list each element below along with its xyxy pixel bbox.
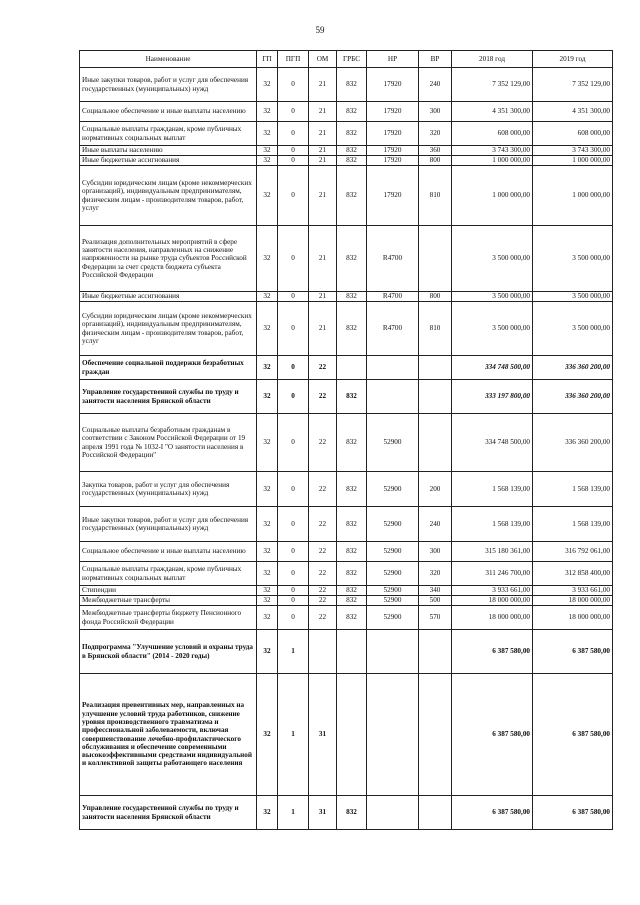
- cell-2019: 336 360 200,00: [533, 414, 613, 472]
- cell-nr: R4700: [367, 226, 419, 292]
- cell-gp: 32: [257, 156, 278, 166]
- cell-vr: 800: [419, 292, 452, 302]
- cell-nr: [367, 674, 419, 796]
- table-row: [80, 796, 613, 830]
- cell-om: 22: [309, 356, 337, 380]
- cell-2019: 6 387 580,00: [533, 674, 613, 796]
- cell-2018: 3 500 000,00: [452, 292, 533, 302]
- cell-om: 22: [309, 380, 337, 414]
- cell-nr: R4700: [367, 302, 419, 356]
- cell-grbs: 832: [337, 302, 367, 356]
- cell-gp: 32: [257, 596, 278, 606]
- table-row: [80, 102, 613, 122]
- table-row: [80, 414, 613, 472]
- cell-pgp: 0: [278, 562, 309, 586]
- table-row: [80, 302, 613, 356]
- header-gp: ГП: [257, 51, 278, 68]
- cell-pgp: 0: [278, 226, 309, 292]
- header-om: ОМ: [309, 51, 337, 68]
- cell-2018: 6 387 580,00: [452, 674, 533, 796]
- cell-name: Управление государственной службы по труду и занятости населения Брянской области: [80, 796, 257, 830]
- cell-vr: 570: [419, 606, 452, 630]
- cell-grbs: 832: [337, 414, 367, 472]
- cell-grbs: 832: [337, 166, 367, 226]
- cell-vr: 300: [419, 542, 452, 562]
- table-row: [80, 122, 613, 146]
- cell-name: Иные закупки товаров, работ и услуг для обеспечения государственных (муниципальных) нужд: [80, 68, 257, 102]
- table-row: [80, 586, 613, 596]
- table-row: [80, 674, 613, 796]
- cell-nr: R4700: [367, 292, 419, 302]
- table-row: [80, 226, 613, 292]
- cell-pgp: 0: [278, 507, 309, 542]
- cell-name: Закупка товаров, работ и услуг для обеспечения государственных (муниципальных) нужд: [80, 472, 257, 507]
- cell-2018: 311 246 700,00: [452, 562, 533, 586]
- header-grbs: ГРБС: [337, 51, 367, 68]
- cell-2019: 1 568 139,00: [533, 472, 613, 507]
- cell-grbs: 832: [337, 472, 367, 507]
- cell-om: 21: [309, 226, 337, 292]
- cell-om: 21: [309, 146, 337, 156]
- cell-om: 21: [309, 102, 337, 122]
- cell-2019: 3 500 000,00: [533, 302, 613, 356]
- cell-2019: 1 568 139,00: [533, 507, 613, 542]
- cell-pgp: 1: [278, 630, 309, 674]
- page-number: 59: [315, 25, 325, 35]
- cell-name: Иные выплаты населению: [80, 146, 257, 156]
- cell-vr: 810: [419, 302, 452, 356]
- table-header-row: [80, 51, 613, 68]
- cell-nr: [367, 380, 419, 414]
- cell-grbs: 832: [337, 226, 367, 292]
- cell-vr: 360: [419, 146, 452, 156]
- cell-pgp: 1: [278, 674, 309, 796]
- cell-vr: 340: [419, 586, 452, 596]
- cell-grbs: [337, 356, 367, 380]
- cell-gp: 32: [257, 380, 278, 414]
- cell-vr: [419, 414, 452, 472]
- cell-om: 22: [309, 562, 337, 586]
- header-nr: НР: [367, 51, 419, 68]
- header-2019: 2019 год: [533, 51, 613, 68]
- cell-grbs: 832: [337, 562, 367, 586]
- cell-2018: 334 748 500,00: [452, 414, 533, 472]
- cell-nr: 17920: [367, 146, 419, 156]
- cell-gp: 32: [257, 562, 278, 586]
- header-pgp: ПГП: [278, 51, 309, 68]
- cell-om: 21: [309, 292, 337, 302]
- budget-table: [79, 50, 613, 830]
- cell-2019: 18 000 000,00: [533, 596, 613, 606]
- table-row: [80, 156, 613, 166]
- cell-pgp: 0: [278, 542, 309, 562]
- cell-2019: 336 360 200,00: [533, 356, 613, 380]
- cell-gp: 32: [257, 166, 278, 226]
- cell-2019: 3 500 000,00: [533, 226, 613, 292]
- cell-gp: 32: [257, 356, 278, 380]
- cell-gp: 32: [257, 586, 278, 596]
- cell-2018: 3 743 300,00: [452, 146, 533, 156]
- cell-nr: 52900: [367, 507, 419, 542]
- cell-grbs: 832: [337, 292, 367, 302]
- cell-gp: 32: [257, 472, 278, 507]
- cell-2019: 7 352 129,00: [533, 68, 613, 102]
- cell-2018: 1 568 139,00: [452, 507, 533, 542]
- cell-name: Межбюджетные трансферты бюджету Пенсионного фонда Российской Федерации: [80, 606, 257, 630]
- cell-grbs: 832: [337, 122, 367, 146]
- cell-name: Социальные выплаты гражданам, кроме публичных нормативных социальных выплат: [80, 562, 257, 586]
- cell-nr: 52900: [367, 542, 419, 562]
- cell-2019: 312 858 400,00: [533, 562, 613, 586]
- cell-vr: [419, 226, 452, 292]
- cell-gp: 32: [257, 146, 278, 156]
- cell-om: 22: [309, 586, 337, 596]
- cell-pgp: 0: [278, 302, 309, 356]
- cell-vr: [419, 356, 452, 380]
- cell-pgp: 0: [278, 356, 309, 380]
- cell-pgp: 1: [278, 796, 309, 830]
- cell-gp: 32: [257, 674, 278, 796]
- cell-name: Социальные выплаты гражданам, кроме публичных нормативных социальных выплат: [80, 122, 257, 146]
- cell-2018: 3 500 000,00: [452, 226, 533, 292]
- cell-2018: 1 000 000,00: [452, 166, 533, 226]
- cell-gp: 32: [257, 606, 278, 630]
- cell-name: Реализация превентивных мер, направленных на улучшение условий труда работников, снижение уровня производственного травматизма и профессиональной заболеваемости, включая совершенствование лечебно-профилактического обслуживания и обеспечение современными высокоэффективными средствами индивидуальной и коллективной защиты работающего населения: [80, 674, 257, 796]
- cell-grbs: 832: [337, 586, 367, 596]
- cell-pgp: 0: [278, 156, 309, 166]
- cell-grbs: 832: [337, 156, 367, 166]
- cell-nr: 17920: [367, 166, 419, 226]
- cell-2019: 6 387 580,00: [533, 630, 613, 674]
- cell-grbs: 832: [337, 68, 367, 102]
- cell-nr: 17920: [367, 102, 419, 122]
- table-row: [80, 356, 613, 380]
- cell-gp: 32: [257, 292, 278, 302]
- cell-gp: 32: [257, 507, 278, 542]
- cell-2018: 334 748 500,00: [452, 356, 533, 380]
- table-row: [80, 562, 613, 586]
- cell-grbs: 832: [337, 596, 367, 606]
- cell-2019: 3 743 300,00: [533, 146, 613, 156]
- cell-vr: 240: [419, 68, 452, 102]
- cell-nr: 52900: [367, 472, 419, 507]
- table-row: [80, 630, 613, 674]
- cell-vr: 800: [419, 156, 452, 166]
- cell-2019: 18 000 000,00: [533, 606, 613, 630]
- cell-nr: 52900: [367, 606, 419, 630]
- cell-om: [309, 630, 337, 674]
- cell-gp: 32: [257, 414, 278, 472]
- cell-gp: 32: [257, 226, 278, 292]
- cell-om: 22: [309, 472, 337, 507]
- cell-nr: 52900: [367, 586, 419, 596]
- cell-pgp: 0: [278, 292, 309, 302]
- table-body: [80, 68, 613, 830]
- cell-nr: 52900: [367, 414, 419, 472]
- cell-2018: 4 351 300,00: [452, 102, 533, 122]
- cell-pgp: 0: [278, 122, 309, 146]
- cell-2019: 6 387 580,00: [533, 796, 613, 830]
- cell-pgp: 0: [278, 586, 309, 596]
- cell-om: 21: [309, 166, 337, 226]
- cell-om: 22: [309, 414, 337, 472]
- header-name: Наименование: [80, 51, 257, 68]
- cell-pgp: 0: [278, 102, 309, 122]
- table-row: [80, 542, 613, 562]
- cell-name: Стипендии: [80, 586, 257, 596]
- cell-2018: 1 000 000,00: [452, 156, 533, 166]
- cell-vr: [419, 674, 452, 796]
- cell-nr: 17920: [367, 68, 419, 102]
- cell-nr: [367, 630, 419, 674]
- cell-om: 22: [309, 596, 337, 606]
- cell-nr: 52900: [367, 562, 419, 586]
- cell-name: Подпрограмма "Улучшение условий и охраны труда в Брянской области" (2014 - 2020 годы): [80, 630, 257, 674]
- cell-name: Иные закупки товаров, работ и услуг для обеспечения государственных (муниципальных) нужд: [80, 507, 257, 542]
- cell-grbs: 832: [337, 102, 367, 122]
- cell-grbs: 832: [337, 796, 367, 830]
- cell-2019: 336 360 200,00: [533, 380, 613, 414]
- cell-nr: 17920: [367, 156, 419, 166]
- cell-pgp: 0: [278, 606, 309, 630]
- table-row: [80, 507, 613, 542]
- cell-grbs: 832: [337, 606, 367, 630]
- cell-name: Социальное обеспечение и иные выплаты населению: [80, 542, 257, 562]
- cell-2018: 18 000 000,00: [452, 606, 533, 630]
- header-vr: ВР: [419, 51, 452, 68]
- cell-grbs: 832: [337, 146, 367, 156]
- cell-2019: 316 792 061,00: [533, 542, 613, 562]
- cell-gp: 32: [257, 542, 278, 562]
- cell-vr: 500: [419, 596, 452, 606]
- cell-nr: [367, 796, 419, 830]
- cell-nr: [367, 356, 419, 380]
- table-row: [80, 606, 613, 630]
- table-row: [80, 68, 613, 102]
- cell-2018: 315 180 361,00: [452, 542, 533, 562]
- cell-om: 22: [309, 542, 337, 562]
- cell-name: Обеспечение социальной поддержки безработных граждан: [80, 356, 257, 380]
- cell-om: 21: [309, 302, 337, 356]
- cell-nr: 52900: [367, 596, 419, 606]
- cell-grbs: 832: [337, 542, 367, 562]
- cell-om: 31: [309, 674, 337, 796]
- cell-2018: 6 387 580,00: [452, 796, 533, 830]
- cell-name: Субсидии юридическим лицам (кроме некоммерческих организаций), индивидуальным предпринимателям, физическим лицам - производителям товаров, работ, услуг: [80, 166, 257, 226]
- cell-2019: 608 000,00: [533, 122, 613, 146]
- cell-grbs: 832: [337, 380, 367, 414]
- cell-name: Межбюджетные трансферты: [80, 596, 257, 606]
- cell-vr: 200: [419, 472, 452, 507]
- cell-gp: 32: [257, 102, 278, 122]
- cell-gp: 32: [257, 796, 278, 830]
- table-row: [80, 380, 613, 414]
- cell-pgp: 0: [278, 596, 309, 606]
- cell-name: Социальное обеспечение и иные выплаты населению: [80, 102, 257, 122]
- cell-name: Управление государственной службы по труду и занятости населения Брянской области: [80, 380, 257, 414]
- header-2018: 2018 год: [452, 51, 533, 68]
- cell-vr: 300: [419, 102, 452, 122]
- cell-name: Иные бюджетные ассигнования: [80, 292, 257, 302]
- cell-vr: [419, 630, 452, 674]
- cell-om: 21: [309, 68, 337, 102]
- cell-pgp: 0: [278, 68, 309, 102]
- cell-grbs: [337, 630, 367, 674]
- cell-gp: 32: [257, 302, 278, 356]
- cell-2019: 3 933 661,00: [533, 586, 613, 596]
- cell-2018: 608 000,00: [452, 122, 533, 146]
- cell-om: 21: [309, 156, 337, 166]
- table-row: [80, 146, 613, 156]
- cell-om: 22: [309, 507, 337, 542]
- cell-2018: 3 933 661,00: [452, 586, 533, 596]
- cell-2018: 6 387 580,00: [452, 630, 533, 674]
- cell-vr: 810: [419, 166, 452, 226]
- cell-pgp: 0: [278, 380, 309, 414]
- cell-vr: 320: [419, 122, 452, 146]
- cell-2019: 3 500 000,00: [533, 292, 613, 302]
- cell-pgp: 0: [278, 472, 309, 507]
- cell-2019: 4 351 300,00: [533, 102, 613, 122]
- table-row: [80, 166, 613, 226]
- cell-name: Иные бюджетные ассигнования: [80, 156, 257, 166]
- cell-vr: [419, 796, 452, 830]
- cell-pgp: 0: [278, 166, 309, 226]
- cell-nr: 17920: [367, 122, 419, 146]
- cell-gp: 32: [257, 630, 278, 674]
- cell-2019: 1 000 000,00: [533, 156, 613, 166]
- cell-vr: 240: [419, 507, 452, 542]
- cell-2018: 333 197 800,00: [452, 380, 533, 414]
- cell-name: Реализация дополнительных мероприятий в сфере занятости населения, направленных на снижение напряженности на рынке труда субъектов Российской Федерации за счет средств бюджета субъекта Российской Федерации: [80, 226, 257, 292]
- cell-pgp: 0: [278, 146, 309, 156]
- cell-vr: 320: [419, 562, 452, 586]
- cell-gp: 32: [257, 68, 278, 102]
- cell-2018: 3 500 000,00: [452, 302, 533, 356]
- cell-gp: 32: [257, 122, 278, 146]
- cell-2018: 18 000 000,00: [452, 596, 533, 606]
- cell-grbs: 832: [337, 507, 367, 542]
- cell-om: 22: [309, 606, 337, 630]
- cell-name: Субсидии юридическим лицам (кроме некоммерческих организаций), индивидуальным предпринимателям, физическим лицам - производителям товаров, работ, услуг: [80, 302, 257, 356]
- cell-pgp: 0: [278, 414, 309, 472]
- cell-2019: 1 000 000,00: [533, 166, 613, 226]
- cell-name: Социальные выплаты безработным гражданам в соответствии с Законом Российской Федерации от 19 апреля 1991 года № 1032-I "О занятости населения в Российской Федерации": [80, 414, 257, 472]
- cell-om: 21: [309, 122, 337, 146]
- table-row: [80, 596, 613, 606]
- cell-grbs: [337, 674, 367, 796]
- cell-vr: [419, 380, 452, 414]
- table-row: [80, 292, 613, 302]
- cell-2018: 1 568 139,00: [452, 472, 533, 507]
- cell-2018: 7 352 129,00: [452, 68, 533, 102]
- cell-om: 31: [309, 796, 337, 830]
- table-row: [80, 472, 613, 507]
